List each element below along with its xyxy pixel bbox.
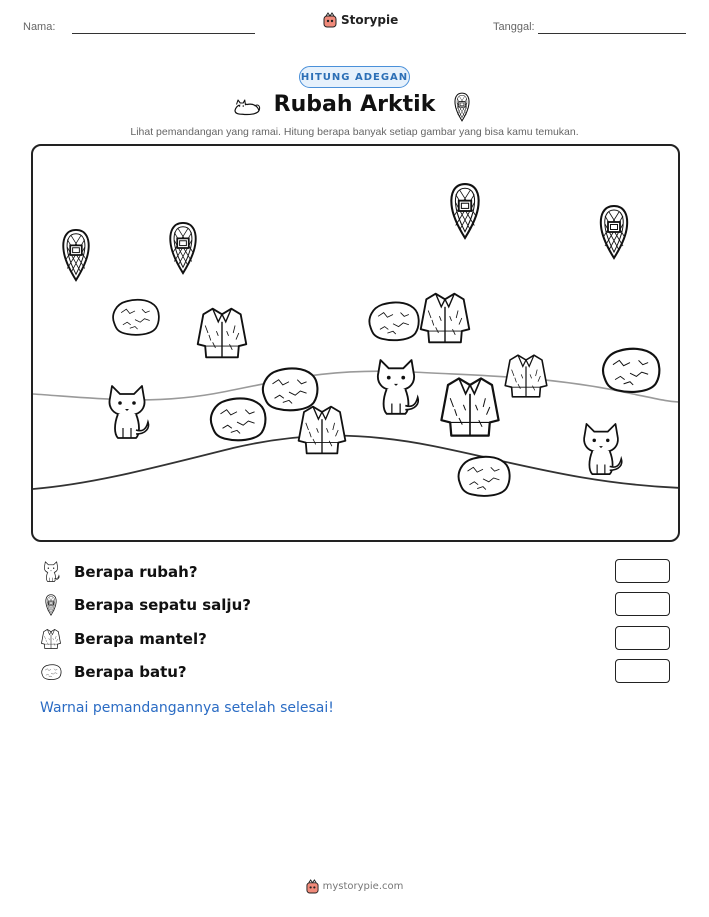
answer-box-snowshoe[interactable] — [615, 592, 670, 616]
rock-icon — [365, 298, 421, 344]
snowshoe-icon — [167, 221, 199, 275]
fox-icon — [102, 384, 152, 442]
question-text: Berapa mantel? — [74, 630, 207, 648]
brand-logo — [323, 12, 398, 28]
snowshoe-icon — [598, 204, 630, 260]
answer-box-coat[interactable] — [615, 626, 670, 650]
date-label: Tanggal: — [493, 21, 535, 33]
coat-icon — [417, 290, 473, 346]
coat-icon — [194, 304, 250, 362]
answer-box-rock[interactable] — [615, 659, 670, 683]
rock-icon — [109, 296, 161, 338]
fox-icon — [370, 358, 422, 418]
question-text: Berapa rubah? — [74, 563, 198, 581]
question-row-coat — [40, 627, 670, 651]
storypie-logo-icon — [323, 12, 337, 28]
storypie-logo-icon — [306, 879, 319, 894]
closing-note: Warnai pemandangannya setelah selesai! — [40, 700, 334, 716]
rock-icon — [454, 452, 512, 500]
question-text: Berapa sepatu salju? — [74, 596, 251, 614]
footer — [0, 879, 709, 894]
snowshoe-icon — [449, 182, 481, 240]
question-row-snowshoe — [40, 593, 670, 617]
question-row-rock — [40, 660, 670, 684]
brand-name: Storypie — [341, 13, 399, 27]
coat-icon — [437, 374, 503, 440]
instruction-text: Lihat pemandangan yang ramai. Hitung berapa banyak setiap gambar yang bisa kamu temukan. — [130, 126, 579, 138]
date-field[interactable] — [538, 33, 686, 34]
question-text: Berapa batu? — [74, 663, 187, 681]
snowshoe-icon — [40, 594, 62, 616]
question-row-fox — [40, 560, 670, 584]
coat-icon — [40, 628, 62, 650]
snowshoe-icon — [454, 92, 470, 122]
answer-box-fox[interactable] — [615, 559, 670, 583]
rock-icon — [598, 344, 662, 396]
footer-url[interactable]: mystorypie.com — [322, 881, 404, 892]
name-field[interactable] — [72, 33, 255, 34]
page-title: Rubah Arktik — [273, 92, 436, 117]
rock-icon — [40, 661, 62, 683]
fox-icon — [40, 561, 62, 583]
name-label: Nama: — [23, 21, 56, 33]
counting-scene — [31, 144, 680, 542]
coat-icon — [295, 402, 349, 458]
snowshoe-icon — [60, 228, 92, 282]
activity-badge: HITUNG ADEGAN — [299, 66, 410, 88]
snow-hills — [33, 146, 680, 542]
fox-icon — [576, 422, 626, 478]
rock-icon — [206, 394, 268, 444]
coat-icon — [501, 352, 551, 400]
